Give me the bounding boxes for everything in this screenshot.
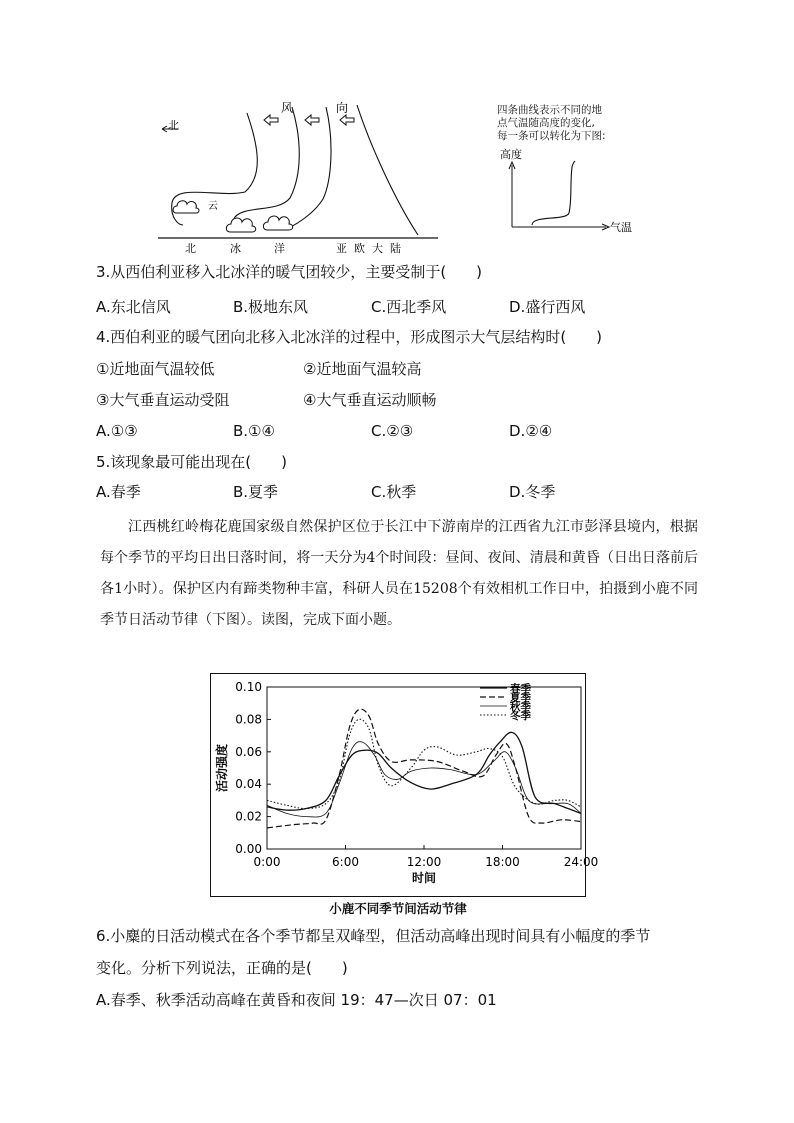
activity-rhythm-chart — [210, 673, 599, 897]
wind-char-2: 向 — [336, 101, 349, 115]
q5-option-a[interactable]: A.春季 — [96, 483, 141, 501]
curve-3 — [285, 107, 331, 230]
x-tick-label: 24:00 — [563, 855, 599, 869]
x-axis-label: 时间 — [411, 871, 437, 885]
figure1-inset-graph — [496, 145, 646, 240]
question-4-stem: 4.西伯利亚的暖气团向北移入北冰洋的过程中，形成图示大气层结构时( ) — [96, 328, 603, 346]
q3-option-a[interactable]: A.东北信风 — [96, 298, 171, 316]
cloud-icon — [263, 216, 292, 230]
ground-label: 冰 — [230, 242, 241, 255]
chart-caption: 小鹿不同季节间活动节律 — [329, 901, 467, 916]
inset-x-label: 气温 — [610, 221, 632, 234]
ground-label: 亚 — [336, 242, 347, 255]
q5-option-b[interactable]: B.夏季 — [233, 483, 279, 501]
x-tick-label: 0:00 — [253, 855, 281, 869]
legend-label: 冬季 — [510, 710, 531, 722]
wind-arrow-icon — [340, 115, 354, 125]
q3-option-d[interactable]: D.盛行西风 — [509, 298, 586, 316]
q4-item-1: ①近地面气温较低 — [96, 360, 215, 378]
curve-4 — [357, 105, 418, 235]
x-tick-label: 6:00 — [332, 855, 359, 869]
y-axis-label: 活动强度 — [215, 743, 229, 793]
q4-option-c[interactable]: C.②③ — [371, 422, 414, 440]
q5-option-c[interactable]: C.秋季 — [371, 483, 417, 501]
q4-option-b[interactable]: B.①④ — [233, 422, 275, 440]
ground-label: 洋 — [274, 242, 285, 255]
legend-label: 秋季 — [510, 701, 531, 713]
north-label: 北 — [168, 119, 179, 132]
ground-label: 欧 — [354, 242, 365, 255]
figure1-note — [497, 104, 637, 143]
note-line: 每一条可以转化为下图: — [497, 130, 606, 142]
series-line-3 — [267, 742, 581, 817]
legend-label: 夏季 — [510, 692, 531, 704]
y-tick-label: 0.06 — [235, 744, 262, 759]
q3-option-b[interactable]: B.极地东风 — [233, 298, 309, 316]
y-tick-label: 0.10 — [235, 680, 262, 694]
cloud-label: 云 — [208, 201, 218, 212]
q4-option-d[interactable]: D.②④ — [509, 422, 553, 440]
wind-arrow-icon — [264, 115, 278, 125]
reading-passage: 江西桃红岭梅花鹿国家级自然保护区位于长江中下游南岸的江西省九江市彭泽县境内，根据每个季节的平均日出日落时间，将一天分为4个时间段：昼间、夜间、清晨和黄昏（日出日落前后各1小时）。保护区内有蹄类物种丰富，科研人员在15208个有效相机工作日中，拍摄到小鹿不同季节日活动节律（下图）。读图，完成下面小题。 — [100, 519, 698, 628]
cloud-icon — [226, 218, 255, 232]
plot-area — [267, 687, 581, 849]
q5-option-d[interactable]: D.冬季 — [509, 483, 556, 501]
wind-arrow-icon — [305, 115, 319, 125]
cloud-icon — [173, 201, 199, 213]
q4-item-4: ④大气垂直运动顺畅 — [303, 391, 437, 409]
q3-option-c[interactable]: C.西北季风 — [371, 298, 447, 316]
y-tick-label: 0.04 — [235, 777, 262, 792]
question-3-stem: 3.从西伯利亚移入北冰洋的暖气团较少，主要受制于( ) — [96, 263, 483, 281]
y-tick-label: 0.02 — [235, 809, 262, 824]
note-line: 四条曲线表示不同的地 — [497, 104, 602, 116]
q4-item-2: ②近地面气温较高 — [303, 360, 422, 378]
q4-item-3: ③大气垂直运动受阻 — [96, 391, 230, 409]
x-tick-label: 18:00 — [485, 855, 520, 869]
curve-2 — [232, 107, 299, 230]
figure1-diagram — [150, 95, 450, 255]
question-6-stem-line1: 6.小麋的日活动模式在各个季节都呈双峰型，但活动高峰出现时间具有小幅度的季节 — [96, 927, 651, 945]
note-line: 点气温随高度的变化, — [497, 117, 595, 129]
q6-option-a[interactable]: A.春季、秋季活动高峰在黄昏和夜间 19：47—次日 07：01 — [96, 991, 497, 1009]
inset-y-label: 高度 — [500, 148, 522, 161]
legend-label: 春季 — [510, 683, 531, 695]
ground-label: 大 — [372, 242, 383, 255]
question-5-stem: 5.该现象最可能出现在( ) — [96, 453, 288, 471]
y-tick-label: 0.00 — [235, 842, 262, 856]
question-6-stem-line2: 变化。分析下列说法，正确的是( ) — [96, 959, 348, 977]
q4-option-a[interactable]: A.①③ — [96, 422, 138, 440]
wind-char-1: 风 — [281, 101, 294, 115]
series-line-1 — [267, 732, 581, 813]
x-tick-label: 12:00 — [406, 855, 442, 869]
y-tick-label: 0.08 — [235, 712, 262, 727]
ground-label: 陆 — [390, 242, 401, 255]
inset-curve — [532, 161, 575, 225]
ground-label: 北 — [185, 242, 196, 255]
